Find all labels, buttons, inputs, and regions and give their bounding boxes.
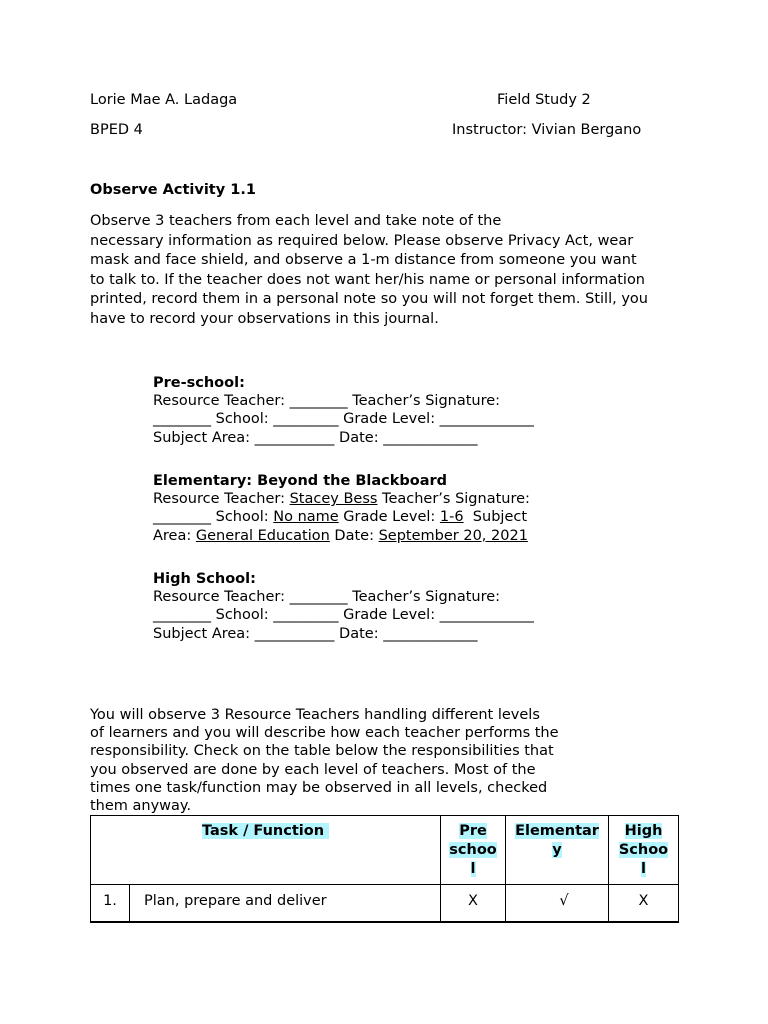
- preschool-line: Subject Area: ___________ Date: _____________: [153, 429, 478, 446]
- instruction-line: Observe 3 teachers from each level and take note of the: [90, 213, 502, 229]
- header-elementary-part: y: [552, 842, 562, 858]
- observation-line: You will observe 3 Resource Teachers handling different levels: [90, 707, 540, 723]
- activity-title: Observe Activity 1.1: [90, 182, 256, 198]
- preschool-section: [153, 374, 583, 447]
- subject-label: Subject: [463, 509, 528, 526]
- observation-line: of learners and you will describe how each teacher performs the: [90, 725, 559, 742]
- rt-label: Resource Teacher:: [153, 491, 290, 508]
- subject-value: General Education: [195, 527, 330, 544]
- header-preschool-part: Pre: [459, 823, 487, 839]
- elementary-line-1: [153, 490, 583, 508]
- subject-label: Field Study 2: [497, 92, 591, 108]
- preschool-line: ________ School: _________ Grade Level: _____________: [153, 411, 534, 428]
- school-value: No name: [273, 509, 339, 526]
- instructions-paragraph: [90, 212, 690, 329]
- elementary-section: [153, 472, 583, 545]
- table-row: [91, 885, 679, 922]
- header-preschool: [441, 816, 506, 885]
- observation-line: responsibility. Check on the table below the responsibilities that: [90, 743, 554, 760]
- instruction-line: printed, record them in a personal note so you will not forget them. Still, you: [90, 291, 648, 307]
- elementary-line-3: [153, 527, 583, 545]
- observation-line: you observed are done by each level of teachers. Most of the: [90, 761, 536, 778]
- sig-label: Teacher’s Signature:: [377, 491, 530, 508]
- date-label: Date:: [329, 527, 379, 544]
- header-task: [91, 816, 441, 885]
- header-elementary: [506, 816, 609, 885]
- observation-paragraph: [90, 706, 590, 815]
- instructor-label: Instructor: Vivian Bergano: [452, 122, 642, 138]
- row-preschool-mark: X: [441, 885, 506, 922]
- grade-label: Grade Level:: [338, 509, 440, 526]
- header-preschool-part: schoo: [449, 842, 497, 858]
- header-highschool-part: l: [641, 861, 646, 877]
- student-name: Lorie Mae A. Ladaga: [90, 92, 238, 108]
- header-highschool-part: High: [624, 823, 663, 839]
- instruction-line: necessary information as required below. Please observe Privacy Act, wear: [90, 232, 634, 249]
- course-label: BPED 4: [90, 122, 143, 138]
- header-task-label: Task / Function: [201, 823, 330, 839]
- header-highschool-part: Schoo: [618, 842, 669, 858]
- table-header-row: [91, 816, 679, 885]
- highschool-section: [153, 570, 583, 643]
- area-label: Area:: [153, 527, 196, 544]
- observation-line: them anyway.: [90, 798, 192, 815]
- task-table: [90, 815, 679, 923]
- header-preschool-part: l: [470, 861, 476, 877]
- date-value: September 20, 2021: [378, 527, 528, 544]
- instruction-line: have to record your observations in this journal.: [90, 310, 439, 327]
- highschool-line: ________ School: _________ Grade Level: _____________: [153, 607, 534, 624]
- highschool-line: Resource Teacher: ________ Teacher’s Signature:: [153, 589, 501, 606]
- header-highschool: [609, 816, 679, 885]
- sig-blank: ________: [153, 509, 211, 526]
- preschool-heading: Pre-school:: [153, 375, 245, 391]
- observation-line: times one task/function may be observed in all levels, checked: [90, 779, 548, 796]
- school-label: School:: [211, 509, 274, 526]
- instruction-line: mask and face shield, and observe a 1-m distance from someone you want: [90, 252, 637, 268]
- elementary-line-2: [153, 508, 583, 526]
- preschool-line: Resource Teacher: ________ Teacher’s Signature:: [153, 393, 501, 410]
- row-number: 1.: [91, 885, 130, 922]
- highschool-line: Subject Area: ___________ Date: _____________: [153, 625, 478, 642]
- row-elementary-mark: √: [506, 885, 609, 922]
- row-highschool-mark: X: [609, 885, 679, 922]
- instruction-line: to talk to. If the teacher does not want her/his name or personal information: [90, 271, 646, 288]
- row-task: Plan, prepare and deliver: [130, 885, 441, 922]
- highschool-heading: High School:: [153, 571, 256, 587]
- rt-value: Stacey Bess: [289, 491, 378, 508]
- header-elementary-part: Elementar: [515, 823, 599, 839]
- elementary-heading: Elementary: Beyond the Blackboard: [153, 473, 448, 489]
- grade-value: 1-6: [439, 509, 464, 526]
